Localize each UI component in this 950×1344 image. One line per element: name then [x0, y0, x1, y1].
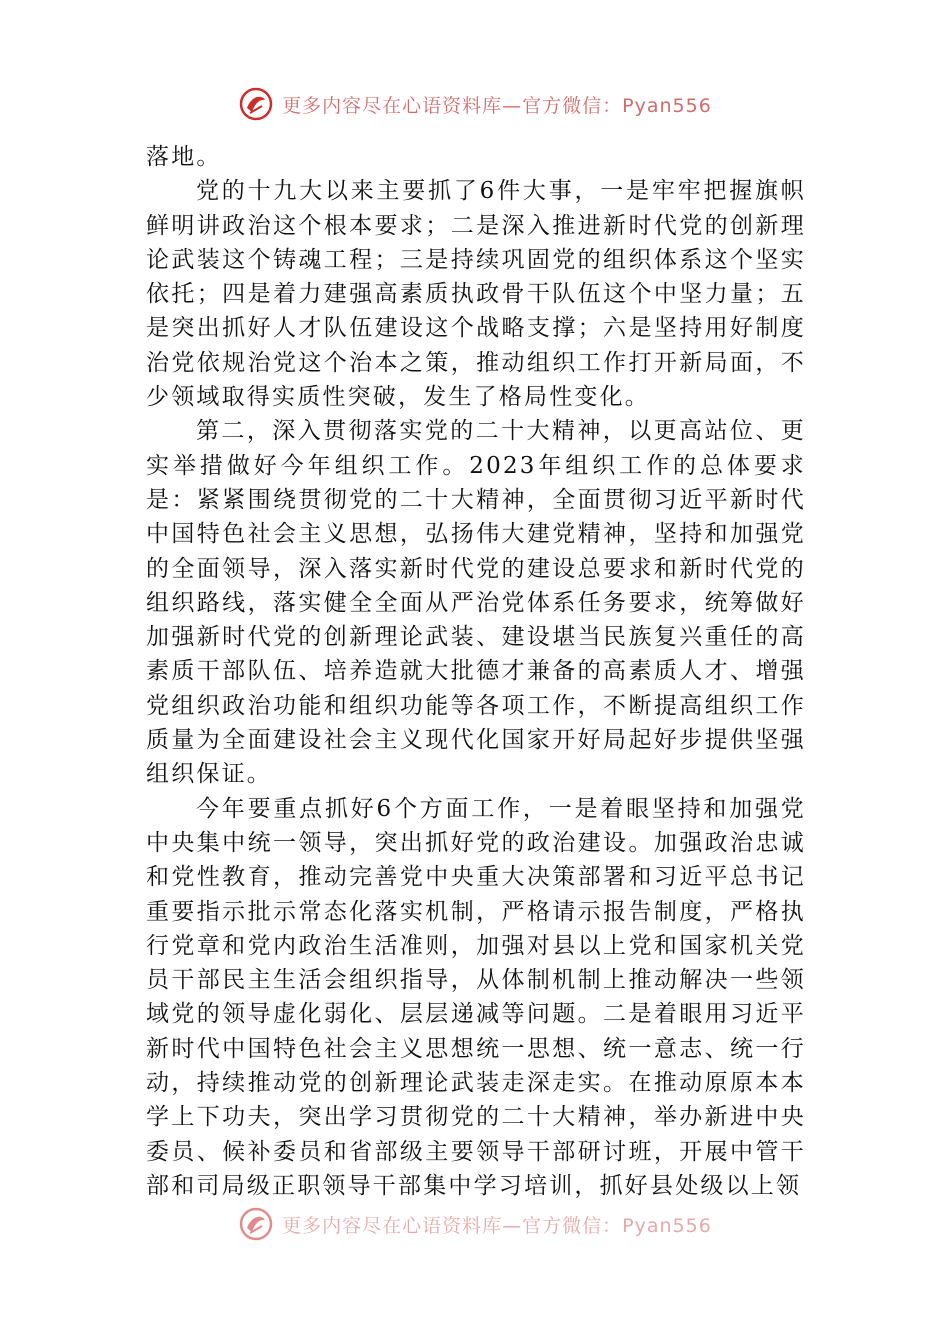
- header-watermark: [0, 84, 950, 124]
- footer-watermark: [0, 1204, 950, 1244]
- watermark-text: 更多内容尽在心语资料库—官方微信：Pyan556: [282, 1214, 712, 1237]
- logo-icon: [238, 86, 274, 122]
- paragraph: 第二，深入贯彻落实党的二十大精神，以更高站位、更实举措做好今年组织工作。2023年组织工作的总体要求是：紧紧围绕贯彻党的二十大精神，全面贯彻习近平新时代中国特色社会主义思想，弘扬伟大建党精神，坚持和加强党的全面领导，深入落实新时代党的建设总要求和新时代党的组织路线，落实健全全面从严治党体系任务要求，统筹做好加强新时代党的创新理论武装、建设堪当民族复兴重任的高素质干部队伍、培养造就大批德才兼备的高素质人才、增强党组织政治功能和组织功能等各项工作，不断提高组织工作质量为全面建设社会主义现代化国家开好局起好步提供坚强组织保证。: [146, 418, 806, 788]
- document-body: [146, 140, 806, 1203]
- watermark-text: 更多内容尽在心语资料库—官方微信：Pyan556: [282, 94, 712, 117]
- paragraph: 落地。: [146, 144, 222, 170]
- logo-icon: [238, 1206, 274, 1242]
- paragraph: 今年要重点抓好6个方面工作，一是着眼坚持和加强党中央集中统一领导，突出抓好党的政治建设。加强政治忠诚和党性教育，推动完善党中央重大决策部署和习近平总书记重要指示批示常态化落实机制，严格请示报告制度，严格执行党章和党内政治生活准则，加强对县以上党和国家机关党员干部民主生活会组织指导，从体制机制上推动解决一些领域党的领导虚化弱化、层层递减等问题。二是着眼用习近平新时代中国特色社会主义思想统一思想、统一意志、统一行动，持续推动党的创新理论武装走深走实。在推动原原本本学上下功夫，突出学习贯彻党的二十大精神，举办新进中央委员、候补委员和省部级主要领导干部研讨班，开展中管干部和司局级正职领导干部集中学习培训，抓好县处级以上领: [146, 795, 806, 1199]
- paragraph: 党的十九大以来主要抓了6件大事，一是牢牢把握旗帜鲜明讲政治这个根本要求；二是深入推进新时代党的创新理论武装这个铸魂工程；三是持续巩固党的组织体系这个坚实依托；四是着力建强高素质执政骨干队伍这个中坚力量；五是突出抓好人才队伍建设这个战略支撑；六是坚持用好制度治党依规治党这个治本之策，推动组织工作打开新局面，不少领域取得实质性突破，发生了格局性变化。: [146, 178, 806, 411]
